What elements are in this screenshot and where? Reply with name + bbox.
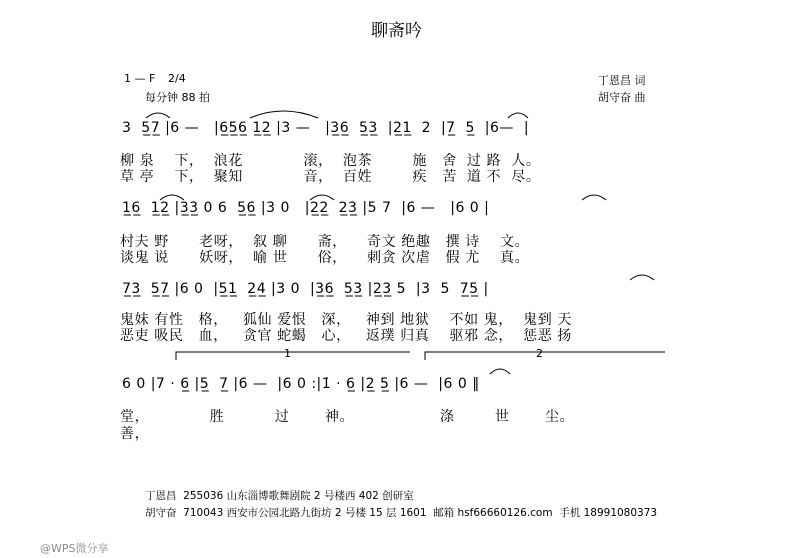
lyric-line-3-verse-1: 鬼妹 有性 格， 狐仙 爱恨 深， 神到 地狱 不如 鬼， 鬼到 天	[120, 312, 572, 328]
slur	[490, 369, 510, 374]
tempo-marking: 每分钟 88 拍	[145, 91, 210, 104]
lyricist-credit: 丁恩昌 词	[598, 74, 646, 87]
lyric-line-2-verse-2: 谈鬼 说 妖呀， 喻 世 俗， 刺贪 次虐 假 尤 真。	[120, 250, 530, 266]
song-title: 聊斋吟	[371, 21, 422, 41]
key-signature: 1 — F	[124, 72, 156, 85]
slur	[160, 195, 184, 200]
slur	[508, 113, 528, 118]
lyric-line-3-verse-2: 恶吏 吸民 血， 贪官 蛇蝎 心， 返璞 归真 驱邪 念， 惩恶 扬	[120, 328, 572, 344]
footer-contact-composer: 胡守奋 710043 西安市公园北路九街坊 2 号楼 15 层 1601 邮箱 hsf66660126.com 手机 18991080373	[145, 507, 658, 519]
footer-contact-lyricist: 丁恩昌 255036 山东淄博歌舞剧院 2 号楼西 402 创研室	[145, 490, 414, 502]
lyric-line-2-verse-1: 村夫 野 老呀， 叙 聊 斋， 奇文 绝趣 撰 诗 文。	[120, 234, 530, 250]
slur	[146, 113, 170, 118]
composer-credit: 胡守奋 曲	[598, 91, 646, 104]
time-signature: 2/4	[168, 72, 186, 85]
lyric-line-4-verse-1: 堂， 胜 过 神。 涤 世 尘。	[120, 409, 575, 425]
volta-second-ending-label: 2	[536, 347, 543, 360]
notation-line-4: 6 0 |7 · 6̲ |5̲ 7̲ |6 — |6 0 :|1̇ · 6̲ |2̲ 5̲ |6 — |6 0 ‖	[122, 376, 480, 392]
wps-watermark: @WPS微分享	[40, 542, 109, 555]
volta-first-ending-label: 1	[284, 347, 291, 360]
volta-bracket-2	[425, 352, 665, 360]
notation-line-2: 1̲6̲ 1̲2̲ |3̲3̲ 0 6 5̲6̲ |3 0 |2̲2̲ 2̲3̲ |5 7 |6 — |6 0 |	[122, 200, 490, 216]
slur	[250, 111, 318, 118]
volta-bracket-1	[176, 352, 410, 360]
notation-line-1: 3 5̲7̲ |6 — |6̲5̲6̲ 1̲2̲ |3 — |3̲6̲ 5̲3̲ |2̲1̲ 2 |7̲ 5̲ |6— |	[122, 120, 530, 136]
slur	[582, 195, 606, 200]
lyric-line-1-verse-1: 柳 泉 下， 浪花 滚， 泡茶 施 舍 过 路 人。	[120, 153, 541, 169]
notation-line-3: 7̲3̲ 5̲7̲ |6 0 |5̲1̲ 2̲4̲ |3 0 |3̲6̲ 5̲3̲ |2̲3̲ 5 |3 5 7̲5̲ |	[122, 281, 489, 297]
slur	[630, 275, 654, 280]
lyric-line-4-verse-2: 善，	[120, 426, 150, 442]
lyric-line-1-verse-2: 草 亭 下， 聚知 音， 百姓 疾 苦 道 不 尽。	[120, 169, 541, 185]
slur	[310, 195, 334, 200]
